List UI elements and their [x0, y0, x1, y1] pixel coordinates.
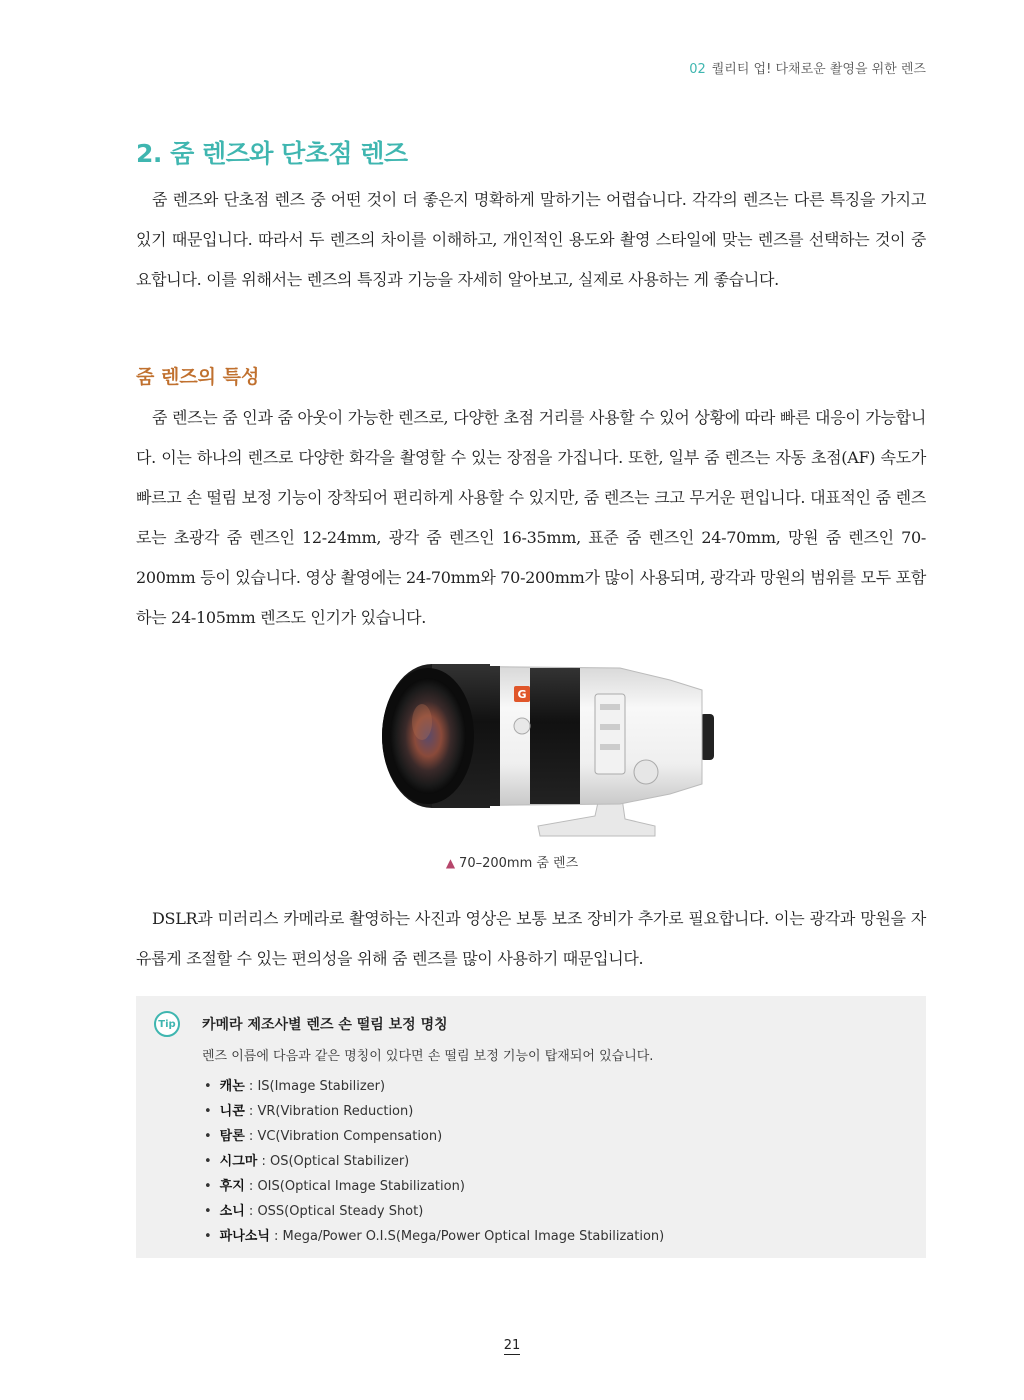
zoom-ring [530, 668, 580, 804]
list-item [204, 1074, 664, 1099]
list-item [204, 1199, 664, 1224]
intro-paragraph: 줌 렌즈와 단초점 렌즈 중 어떤 것이 더 좋은지 명확하게 말하기는 어렵습니다. 각각의 렌즈는 다른 특징을 가지고 있기 때문입니다. 따라서 두 렌즈의 차이를 이해하고, 개인적인 용도와 촬영 스타일에 맞는 렌즈를 선택하는 것이 중요합니다. 이를 위해서는 렌즈의 특징과 기능을 자세히 알아보고, 실제로 사용하는 게 좋습니다. [136, 190, 926, 289]
brand-name: 소니 [219, 1204, 245, 1219]
figure-caption [0, 852, 1024, 871]
tip-intro: 렌즈 이름에 다음과 같은 명칭이 있다면 손 떨림 보정 기능이 탑재되어 있습니다. [202, 1049, 654, 1064]
brand-desc: : Mega/Power O.I.S(Mega/Power Optical Image Stabilization) [269, 1229, 665, 1244]
tip-badge-icon: Tip [154, 1011, 180, 1037]
brand-name: 파나소닉 [219, 1229, 270, 1244]
subsection-title: 줌 렌즈의 특성 [136, 366, 260, 388]
focus-ring-edge [490, 666, 500, 806]
list-item [204, 1224, 664, 1249]
bullet-icon: • [204, 1229, 212, 1244]
list-item [204, 1174, 664, 1199]
brand-desc: : VC(Vibration Compensation) [244, 1129, 443, 1144]
focus-hold-button [514, 718, 530, 734]
triangle-icon: ▲ [445, 856, 456, 870]
brand-name: 시그마 [219, 1154, 258, 1169]
tip-title: 카메라 제조사별 렌즈 손 떨림 보정 명칭 [202, 1017, 448, 1033]
brand-desc: : IS(Image Stabilizer) [244, 1079, 386, 1094]
page-number-text: 21 [503, 1338, 521, 1353]
switch [600, 744, 620, 750]
bullet-icon: • [204, 1104, 212, 1119]
bullet-icon: • [204, 1129, 212, 1144]
telephoto-lens-illustration [370, 644, 720, 844]
glass-reflection [412, 704, 432, 740]
brand-desc: : VR(Vibration Reduction) [244, 1104, 414, 1119]
tripod-knob [634, 760, 658, 784]
switch [600, 704, 620, 710]
list-item [204, 1124, 664, 1149]
brand-name: 후지 [219, 1179, 245, 1194]
running-header [689, 58, 926, 77]
chapter-number: 02 [689, 62, 706, 77]
brand-desc: : OS(Optical Stabilizer) [257, 1154, 410, 1169]
list-item [204, 1099, 664, 1124]
switch [600, 724, 620, 730]
zoom-lens-paragraph: 줌 렌즈는 줌 인과 줌 아웃이 가능한 렌즈로, 다양한 초점 거리를 사용할 수 있어 상황에 따라 빠른 대응이 가능합니다. 이는 하나의 렌즈로 다양한 화각을 촬영할 수 있는 장점을 가집니다. 또한, 일부 줌 렌즈는 자동 초점(AF) 속도가 빠르고 손 떨림 보정 기능이 장착되어 편리하게 사용할 수 있지만, 줌 렌즈는 크고 무거운 편입니다. 대표적인 줌 렌즈로는 초광각 줌 렌즈인 12-24mm, 광각 줌 렌즈인 16-35mm, 표준 줌 렌즈인 24-70mm, 망원 줌 렌즈인 70-200mm 등이 있습니다. 영상 촬영에는 24-70mm와 70-200mm가 많이 사용되며, 광각과 망원의 범위를 모두 포함하는 24-105mm 렌즈도 인기가 있습니다. [136, 408, 926, 627]
bullet-icon: • [204, 1079, 212, 1094]
chapter-title: 퀄리티 업! 다채로운 촬영을 위한 렌즈 [711, 62, 926, 77]
lens-figure [370, 644, 720, 844]
g-badge-label: G [517, 688, 527, 701]
bullet-icon: • [204, 1179, 212, 1194]
stabilization-list [204, 1074, 664, 1249]
brand-name: 캐논 [219, 1079, 245, 1094]
section-title: 2. 줌 렌즈와 단초점 렌즈 [136, 139, 408, 168]
dslr-paragraph: DSLR과 미러리스 카메라로 촬영하는 사진과 영상은 보통 보조 장비가 추가로 필요합니다. 이는 광각과 망원을 자유롭게 조절할 수 있는 편의성을 위해 줌 렌즈를 많이 사용하기 때문입니다. [136, 909, 926, 968]
bullet-icon: • [204, 1154, 212, 1169]
brand-desc: : OSS(Optical Steady Shot) [244, 1204, 424, 1219]
tip-box [136, 996, 926, 1258]
brand-name: 탐론 [219, 1129, 245, 1144]
brand-desc: : OIS(Optical Image Stabilization) [244, 1179, 465, 1194]
brand-name: 니콘 [219, 1104, 245, 1119]
figure-caption-text: 70–200mm 줌 렌즈 [459, 856, 579, 871]
page-number [0, 1338, 1024, 1353]
bullet-icon: • [204, 1204, 212, 1219]
list-item [204, 1149, 664, 1174]
